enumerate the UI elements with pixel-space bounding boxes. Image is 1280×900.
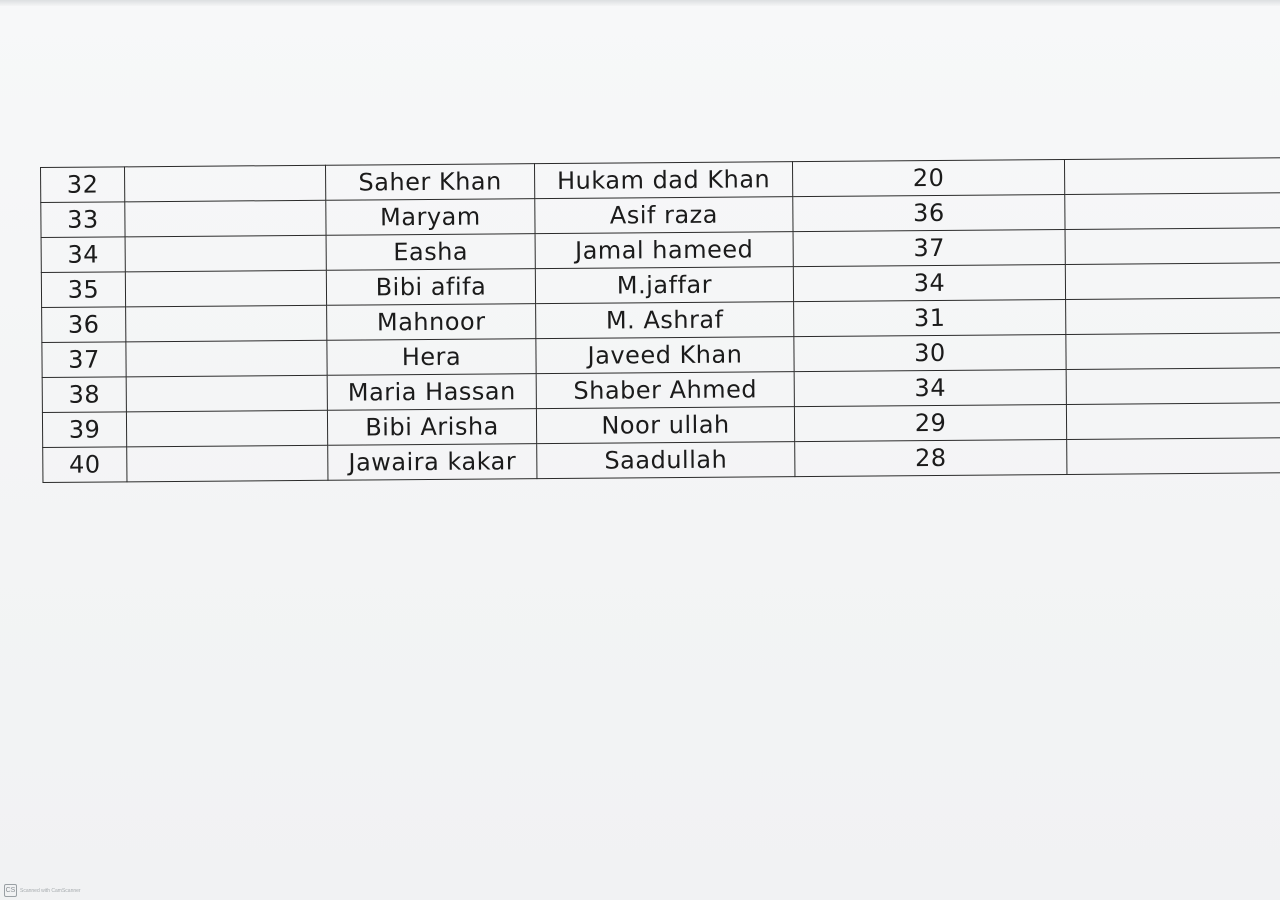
student-name-cell: Hera: [327, 339, 536, 376]
camscanner-logo-icon: CS: [4, 884, 17, 897]
empty-cell: [1065, 228, 1280, 265]
father-name-cell: Saadullah: [537, 442, 795, 479]
student-name-cell: Mahnoor: [327, 304, 536, 341]
empty-cell: [125, 200, 326, 237]
father-name-cell: M.jaffar: [535, 267, 793, 304]
student-table: [40, 157, 1280, 483]
father-name-cell: M. Ashraf: [536, 302, 794, 339]
serial-number-cell: 37: [42, 342, 126, 378]
father-name-cell: Asif raza: [535, 197, 793, 234]
father-name-cell: Shaber Ahmed: [536, 372, 794, 409]
father-name-cell: Javeed Khan: [536, 337, 794, 374]
age-cell: 34: [793, 264, 1065, 301]
serial-number-cell: 32: [41, 167, 125, 203]
student-name-cell: Saher Khan: [325, 164, 534, 201]
empty-cell: [1066, 403, 1280, 440]
empty-cell: [127, 445, 328, 482]
empty-cell: [1065, 193, 1280, 230]
age-cell: 29: [794, 404, 1066, 441]
serial-number-cell: 33: [41, 202, 125, 238]
father-name-cell: Jamal hameed: [535, 232, 793, 269]
father-name-cell: Hukam dad Khan: [534, 162, 792, 199]
age-cell: 28: [795, 439, 1067, 476]
student-name-cell: Jawaira kakar: [328, 444, 537, 481]
empty-cell: [126, 305, 327, 342]
empty-cell: [1066, 298, 1280, 335]
father-name-cell: Noor ullah: [536, 407, 794, 444]
table-container: [40, 157, 1280, 483]
student-name-cell: Bibi Arisha: [327, 409, 536, 446]
empty-cell: [126, 340, 327, 377]
student-name-cell: Maria Hassan: [327, 374, 536, 411]
serial-number-cell: 35: [41, 272, 125, 308]
age-cell: 37: [793, 229, 1065, 266]
empty-cell: [125, 270, 326, 307]
age-cell: 36: [793, 194, 1065, 231]
empty-cell: [1065, 263, 1280, 300]
empty-cell: [125, 165, 326, 202]
empty-cell: [1066, 368, 1280, 405]
student-name-cell: Bibi afifa: [326, 269, 535, 306]
student-name-cell: Easha: [326, 234, 535, 271]
watermark-text: Scanned with CamScanner: [20, 887, 81, 894]
serial-number-cell: 39: [42, 412, 126, 448]
page-top-edge: [0, 0, 1280, 6]
serial-number-cell: 36: [42, 307, 126, 343]
empty-cell: [125, 235, 326, 272]
empty-cell: [126, 375, 327, 412]
serial-number-cell: 38: [42, 377, 126, 413]
empty-cell: [1064, 158, 1280, 195]
serial-number-cell: 40: [43, 447, 127, 483]
student-name-cell: Maryam: [326, 199, 535, 236]
age-cell: 20: [792, 159, 1064, 196]
empty-cell: [1066, 333, 1280, 370]
serial-number-cell: 34: [41, 237, 125, 273]
empty-cell: [1067, 438, 1280, 475]
age-cell: 31: [794, 299, 1066, 336]
age-cell: 30: [794, 334, 1066, 371]
table-body: [41, 158, 1280, 483]
age-cell: 34: [794, 369, 1066, 406]
scanner-watermark: [4, 884, 81, 897]
empty-cell: [126, 410, 327, 447]
